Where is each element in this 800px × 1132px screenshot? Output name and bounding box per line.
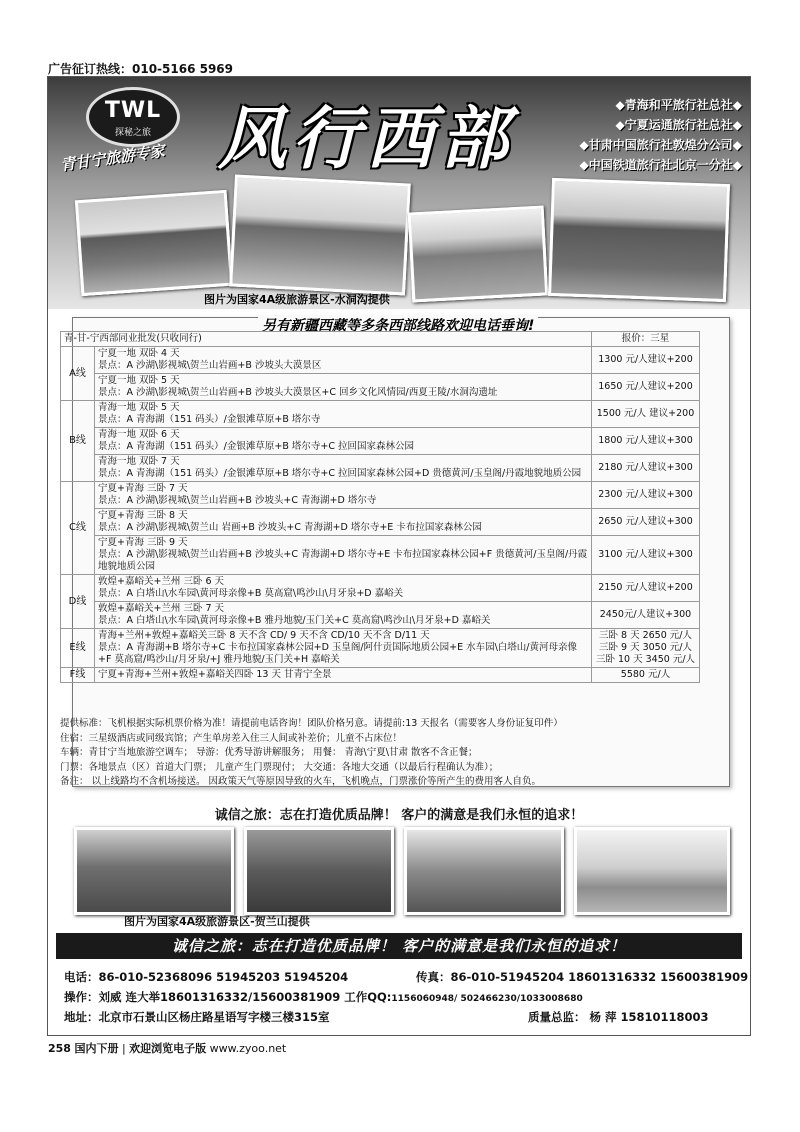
route-cell (95, 428, 592, 455)
route-cell (95, 374, 592, 401)
contact-fax: 传真：86-010-51945204 18601316332 15600381909 (416, 970, 749, 984)
section-name: 国内下册 (74, 1042, 119, 1055)
contact-address: 地址：北京市石景山区杨庄路星语写字楼三楼315室 (64, 1010, 330, 1024)
route-name: 宁夏一地 双卧 5 天 (98, 375, 180, 386)
table-row (61, 629, 700, 668)
line-label: E线 (61, 629, 95, 668)
line-label: C线 (61, 482, 95, 575)
route-cell (95, 668, 592, 683)
route-spots: 景点：A 白塔山\水车园\黄河母亲像+B 莫高窟\鸣沙山\月牙泉+D 嘉峪关 (98, 588, 404, 599)
route-name: 宁夏+青海 三卧 8 天 (98, 510, 188, 521)
route-cell (95, 536, 592, 575)
service-line: 住宿：三星级酒店或同级宾馆；产生单房差入住三人间或补差价；儿童不占床位！ (60, 732, 403, 744)
page-footer: 258 国内下册 | 欢迎浏览电子版 www.zyoo.net (48, 1042, 287, 1055)
table-row (61, 428, 700, 455)
table-header-row (61, 332, 700, 347)
agency-list (580, 95, 742, 175)
price-cell: 1800 元/人建议+300 (592, 428, 700, 455)
route-name: 青海+兰州+敦煌+嘉峪关三卧 8 天不含 CD/ 9 天不含 CD/10 天不含 D/11 天 (98, 630, 430, 641)
route-name: 宁夏+青海 三卧 9 天 (98, 537, 188, 548)
table-row (61, 401, 700, 428)
scenic-photo-goat (404, 827, 564, 915)
route-spots: 景点：A 沙湖\影视城\贺兰山 岩画+B 沙坡头+C 青海湖+D 塔尔寺+E 卡布拉国家森林公园 (98, 522, 482, 533)
scenic-photo-misty-peak (244, 827, 394, 915)
table-header-right: 报价：三星 (592, 332, 700, 347)
routes-notice: 另有新疆西藏等多条西部线路欢迎电话垂询! (258, 315, 538, 335)
scenic-photo-gate (548, 178, 730, 302)
route-spots: 景点：A 青海湖（151 码头）/金银滩草原+B 塔尔寺+C 拉回国家森林公园+D 贵德黄河/玉皇阁/丹霞地貌地质公园 (98, 468, 582, 479)
price-cell: 2300 元/人建议+300 (592, 482, 700, 509)
photo-caption-top: 图片为国家4A级旅游景区-水洞沟提供 (204, 293, 390, 306)
table-row (61, 509, 700, 536)
photo-caption-bottom: 图片为国家4A级旅游景区-贺兰山提供 (124, 915, 310, 928)
route-cell (95, 401, 592, 428)
price-cell: 2180 元/人建议+300 (592, 455, 700, 482)
line-label: A线 (61, 347, 95, 401)
agency-item: ◆青海和平旅行社总社◆ (615, 98, 742, 112)
route-spots: 景点：A 青海湖（151 码头）/金银滩草原+B 塔尔寺 (98, 414, 321, 425)
specialist-slogan: 青甘宁旅游专家 (59, 141, 166, 175)
line-label: F线 (61, 668, 95, 683)
ad-frame (47, 76, 751, 1036)
scenic-photo-rocks (74, 827, 234, 915)
header-banner (48, 77, 750, 309)
route-cell (95, 575, 592, 602)
route-cell (95, 629, 592, 668)
price-cell: 2450元/人建议+300 (592, 602, 700, 629)
agency-item: ◆甘肃中国旅行社敦煌分公司◆ (579, 138, 742, 152)
price-cell: 1500 元/人 建议+200 (592, 401, 700, 428)
route-name: 宁夏+青海+兰州+敦煌+嘉峪关四卧 13 天 甘青宁全景 (98, 669, 332, 680)
table-row (61, 536, 700, 575)
line-label: B线 (61, 401, 95, 482)
route-name: 敦煌+嘉峪关+兰州 三卧 6 天 (98, 576, 225, 587)
route-cell (95, 347, 592, 374)
route-name: 敦煌+嘉峪关+兰州 三卧 7 天 (98, 603, 225, 614)
table-row (61, 374, 700, 401)
price-cell: 3100 元/人建议+300 (592, 536, 700, 575)
contact-phone: 电话：86-010-52368096 51945203 51945204 (64, 970, 349, 984)
table-row (61, 455, 700, 482)
route-name: 青海一地 双卧 6 天 (98, 429, 180, 440)
route-name: 青海一地 双卧 5 天 (98, 402, 180, 413)
table-row (61, 602, 700, 629)
agency-item: ◆中国铁道旅行社北京一分社◆ (579, 158, 742, 172)
route-cell (95, 455, 592, 482)
route-spots: 景点：A 沙湖\影视城\贺兰山岩画+B 沙坡头大漠景区+C 回乡文化风情园/西夏王陵/水洞沟遗址 (98, 387, 498, 398)
line-label: D线 (61, 575, 95, 629)
route-spots: 景点：A 沙湖\影视城\贺兰山岩画+B 沙坡头+C 青海湖+D 塔尔寺 (98, 495, 377, 506)
service-line: 提供标准：飞机根据实际机票价格为准！请提前电话咨询！团队价格另意。请提前:13 天报名（需要客人身份证复印件） (60, 718, 563, 729)
table-row (61, 347, 700, 374)
browse-text: 欢迎浏览电子版 (129, 1042, 207, 1055)
table-row (61, 575, 700, 602)
integrity-slogan: 诚信之旅：志在打造优质品牌！ 客户的满意是我们永恒的追求！ (214, 808, 584, 823)
logo-text: 探秘之旅 (114, 128, 151, 138)
table-row (61, 668, 700, 683)
service-info (60, 717, 700, 790)
table-header-left: 青-甘-宁西部同业批发(只收同行) (61, 332, 592, 347)
route-spots: 景点：A 青海湖（151 码头）/金银滩草原+B 塔尔寺+C 拉回国家森林公园 (98, 441, 414, 452)
route-spots: 景点：A 沙湖\影视城\贺兰山岩画+B 沙坡头+C 青海湖+D 塔尔寺+E 卡布拉国家森林公园+F 贵德黄河/玉皇阁/丹霞地貌地质公园 (98, 549, 588, 572)
main-title: 风行西部 (218, 100, 515, 179)
route-cell (95, 482, 592, 509)
logo-mark: TWL (104, 98, 162, 123)
scenic-photo-cliff (75, 190, 233, 296)
price-cell: 2150 元/人建议+200 (592, 575, 700, 602)
scenic-photo-lake (408, 206, 549, 303)
route-spots: 景点：A 白塔山\水车园\黄河母亲像+B 雅丹地貌/玉门关+C 莫高窟\鸣沙山\月牙泉+D 嘉峪关 (98, 615, 491, 626)
price-cell: 5580 元/人 (592, 668, 700, 683)
price-cell: 1650 元/人建议+200 (592, 374, 700, 401)
operator-qq: 1156060948/ 502466230/1033008680 (391, 994, 583, 1004)
agency-item: ◆宁夏运通旅行社总社◆ (615, 118, 742, 132)
operator-text: 操作：刘威 连大举18601316332/15600381909 工作QQ: (64, 990, 392, 1004)
price-cell: 三卧 8 天 2650 元/人 三卧 9 天 3050 元/人 三卧 10 天 3450 元/人 (592, 629, 700, 668)
route-name: 宁夏一地 双卧 4 天 (98, 348, 180, 359)
scenic-photo-mountains (229, 174, 411, 295)
website-link[interactable]: www.zyoo.net (209, 1042, 287, 1055)
route-cell (95, 509, 592, 536)
route-spots: 景点：A 沙湖\影视城\贺兰山岩画+B 沙坡头大漠景区 (98, 360, 322, 371)
route-cell (95, 602, 592, 629)
page-number: 258 (48, 1042, 71, 1055)
price-table (60, 331, 700, 683)
slogan-banner: 诚信之旅：志在打造优质品牌！ 客户的满意是我们永恒的追求！ (56, 933, 742, 959)
price-cell: 2650 元/人建议+300 (592, 509, 700, 536)
ad-hotline: 广告征订热线：010-5166 5969 (48, 62, 234, 76)
quality-director: 质量总监： 杨 萍 15810118003 (528, 1010, 709, 1024)
price-cell: 1300 元/人建议+200 (592, 347, 700, 374)
route-spots: 景点：A 青海湖+B 塔尔寺+C 卡布拉国家森林公园+D 玉皇阁/阿什贡国际地质公园+E 水车园\白塔山/黄河母亲像+F 莫高窟/鸣沙山/月牙泉/+J 雅丹地貌/玉门关+H 嘉峪关 (98, 642, 578, 665)
service-line: 备注： 以上线路均不含机场接送。 因政策天气等原因导致的火车，飞机晚点，门票涨价等所产生的费用客人自负。 (60, 776, 542, 787)
route-name: 青海一地 双卧 7 天 (98, 456, 180, 467)
service-line: 车辆：青甘宁当地旅游空调车； 导游：优秀导游讲解服务； 用餐： 青海\宁夏\甘肃 散客不含正餐； (60, 747, 478, 758)
contact-operator (64, 989, 583, 1005)
company-logo (86, 87, 180, 147)
service-line: 门票：各地景点（区）首道大门票； 儿童产生门票现付； 大交通：各地大交通（以最后行程确认为准）； (60, 761, 499, 773)
scenic-photo-building (574, 827, 730, 915)
table-row (61, 482, 700, 509)
route-name: 宁夏+青海 三卧 7 天 (98, 483, 188, 494)
